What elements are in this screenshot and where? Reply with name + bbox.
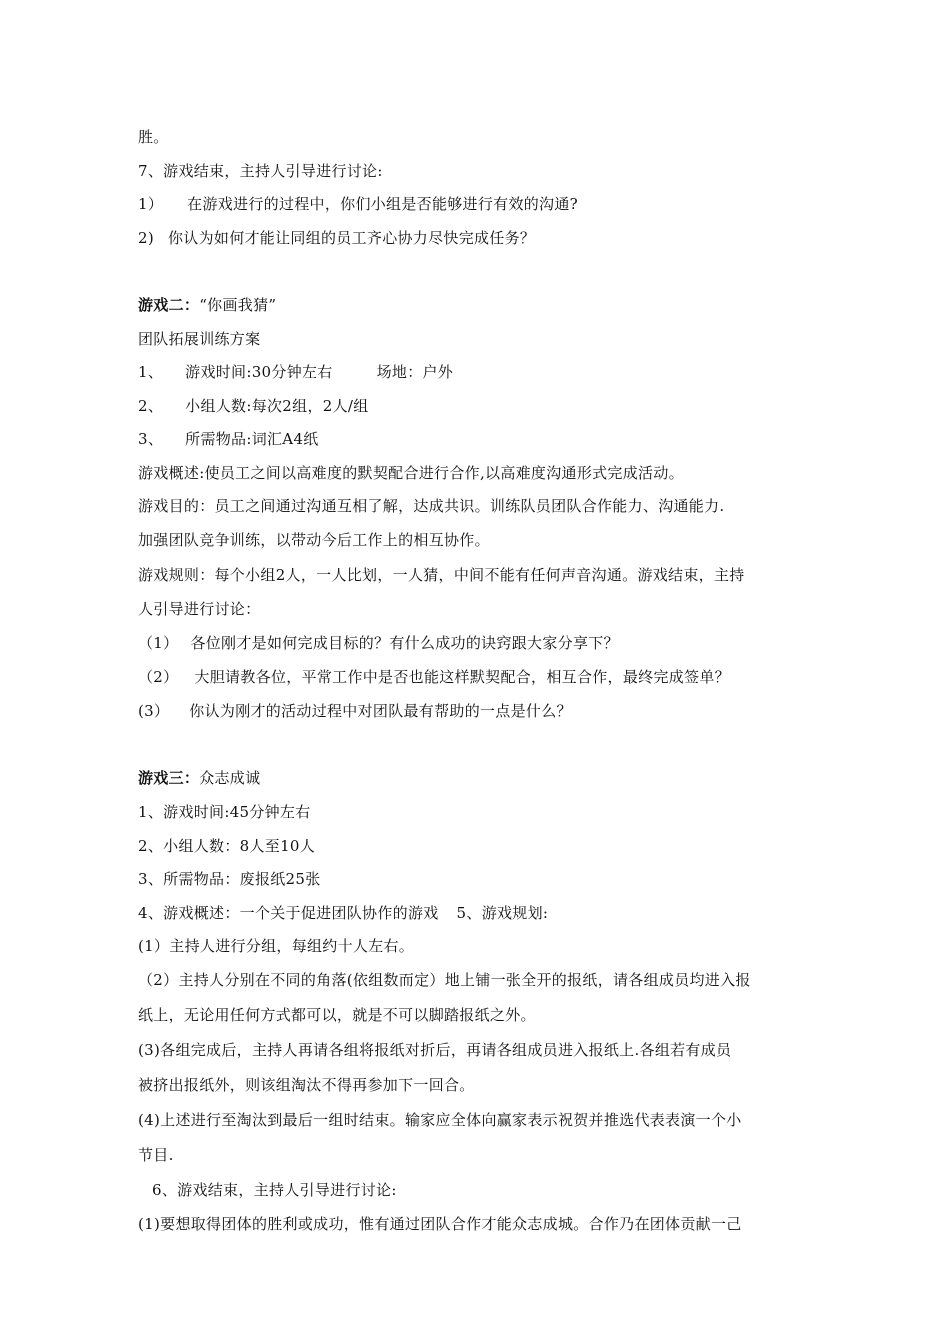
heading-name: 众志成诚: [199, 769, 261, 787]
text: 2、小组人数：8人至10人: [138, 837, 316, 855]
list-text: 你认为刚才的活动过程中对团队最有帮助的一点是什么？: [189, 702, 572, 720]
text: 6、游戏结束，主持人引导进行讨论:: [152, 1181, 397, 1199]
text: 游戏目的：员工之间通过沟通互相了解，达成共识。训练队员团队合作能力、沟通能力.: [138, 497, 725, 515]
list-text: 所需物品:词汇A4纸: [185, 430, 319, 448]
text: 被挤出报纸外，则该组淘汰不得再参加下一回合。: [138, 1076, 475, 1094]
text-line: [138, 599, 260, 619]
text-line: [152, 1180, 397, 1200]
text-line: [138, 1005, 536, 1025]
list-item: [138, 633, 619, 653]
list-number: 2): [138, 229, 154, 247]
text: 节目.: [138, 1146, 174, 1164]
list-number: 1、: [138, 363, 164, 381]
list-item: [138, 194, 578, 214]
section-heading: [138, 768, 260, 788]
text-line: [138, 802, 311, 822]
list-text: 各位刚才是如何完成目标的？有什么成功的诀窍跟大家分享下？: [190, 634, 619, 652]
text: (3)各组完成后，主持人再请各组将报纸对折后，再请各组成员进入报纸上.各组若有成员: [138, 1041, 732, 1059]
text-line: [138, 565, 745, 585]
text-line: [138, 869, 321, 889]
heading-name: “你画我猜”: [199, 296, 277, 314]
text: (1)要想取得团体的胜利或成功，惟有通过团队合作才能众志成城。合作乃在团体贡献一己: [138, 1215, 742, 1233]
heading-label: 游戏二：: [138, 296, 200, 314]
text: 3、所需物品：废报纸25张: [138, 870, 321, 888]
text: （2）主持人分别在不同的角落(依组数而定）地上铺一张全开的报纸，请各组成员均进入报: [138, 971, 751, 989]
text-line: [138, 1110, 742, 1130]
list-number: 3、: [138, 430, 164, 448]
text: 4、游戏概述：一个关于促进团队协作的游戏: [138, 904, 439, 922]
list-item: [138, 701, 572, 721]
text-line: [138, 530, 490, 550]
text-line: [138, 1075, 475, 1095]
list-item: [138, 228, 535, 248]
list-number: 1）: [138, 195, 164, 213]
text-line: [138, 936, 414, 956]
text-line: [138, 463, 684, 483]
text: (4)上述进行至淘汰到最后一组时结束。输家应全体向赢家表示祝贺并推选代表表演一个小: [138, 1111, 742, 1129]
text: 纸上，无论用任何方式都可以，就是不可以脚踏报纸之外。: [138, 1006, 536, 1024]
text: 5、游戏规划:: [456, 904, 549, 922]
text: 1、游戏时间:45分钟左右: [138, 803, 311, 821]
list-number: (3）: [138, 702, 170, 720]
text-line: [138, 127, 169, 147]
text-line: [138, 1145, 174, 1165]
list-text: 游戏时间:30分钟左右: [185, 363, 333, 381]
list-number: （1）: [138, 634, 179, 652]
list-number: （2）: [138, 668, 179, 686]
text: (1）主持人进行分组，每组约十人左右。: [138, 937, 415, 955]
list-text: 小组人数:每次2组，2人/组: [185, 397, 369, 415]
text: 游戏概述:使员工之间以高难度的默契配合进行合作,以高难度沟通形式完成活动。: [138, 464, 684, 482]
text: 7、游戏结束，主持人引导进行讨论:: [138, 162, 383, 180]
list-text: 你认为如何才能让同组的员工齐心协力尽快完成任务？: [168, 229, 536, 247]
list-item: [138, 362, 453, 382]
text-line: [138, 970, 751, 990]
text: 团队拓展训练方案: [138, 330, 261, 348]
text: 加强团队竞争训练，以带动今后工作上的相互协作。: [138, 531, 490, 549]
list-item: [138, 429, 319, 449]
list-text: 大胆请教各位，平常工作中是否也能这样默契配合，相互合作，最终完成签单？: [194, 668, 730, 686]
list-item: [138, 667, 730, 687]
text: 人引导进行讨论：: [138, 600, 261, 618]
list-text: 在游戏进行的过程中，你们小组是否能够进行有效的沟通?: [187, 195, 579, 213]
list-text-extra: 场地：户外: [376, 363, 454, 381]
text: 游戏规则：每个小组2人，一人比划，一人猜，中间不能有任何声音沟通。游戏结束，主持: [138, 566, 745, 584]
text-line: [138, 329, 260, 349]
text-line: [138, 1214, 742, 1234]
heading-label: 游戏三：: [138, 769, 200, 787]
list-number: 2、: [138, 397, 164, 415]
text-line: [138, 161, 383, 181]
text-line: [138, 496, 724, 516]
section-heading: [138, 295, 276, 315]
list-item: [138, 396, 369, 416]
text-line: [138, 903, 548, 923]
text-line: [138, 836, 315, 856]
text: 胜。: [138, 128, 169, 146]
text-line: [138, 1040, 731, 1060]
